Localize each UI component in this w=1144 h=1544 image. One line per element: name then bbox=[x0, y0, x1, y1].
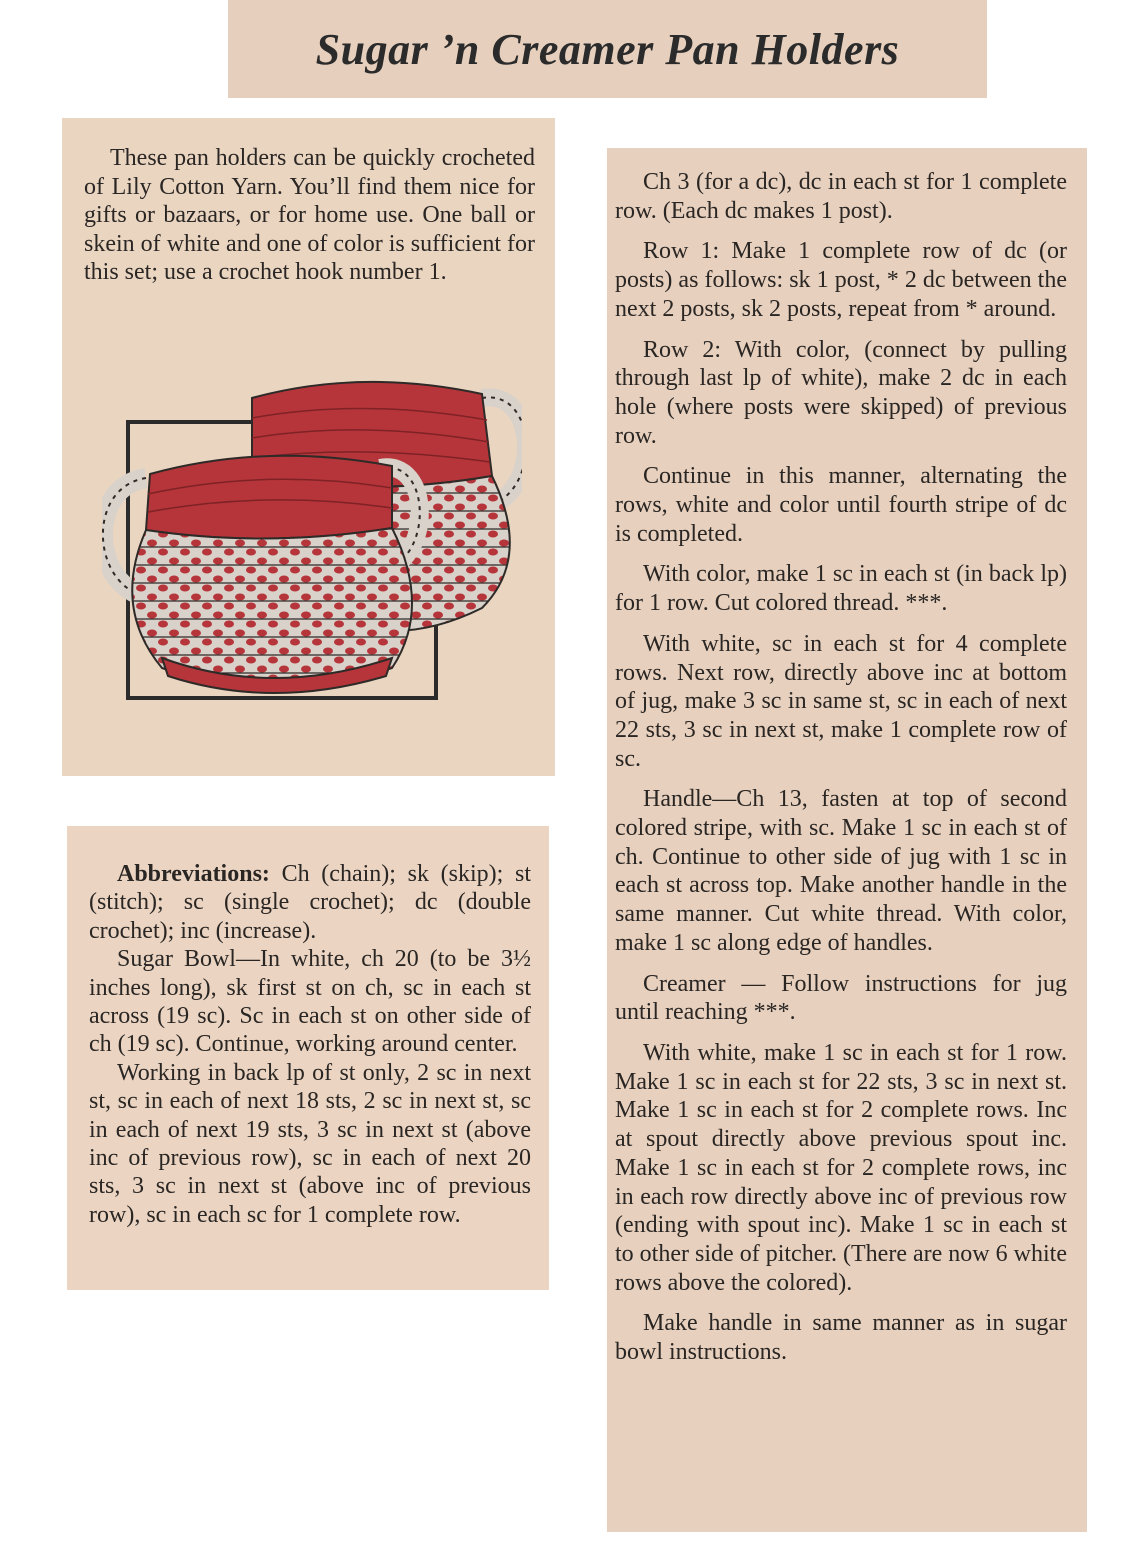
instruction-paragraph: With white, sc in each st for 4 complete rows. Next row, directly above inc at bottom of jug, make 3 sc in same st, sc in each of next 22 sts, 3 sc in next st, make 1 complete row of sc. bbox=[615, 630, 1067, 772]
instruction-paragraph: Make handle in same manner as in sugar bowl instructions. bbox=[615, 1310, 1067, 1366]
sugar-bowl-paragraph-1: Sugar Bowl—In white, ch 20 (to be 3½ inches long), sk first st on ch, sc in each st across (19 sc). Sc in each st on other side of ch (19 sc). Continue, working around center. bbox=[89, 946, 531, 1058]
sugar-bowl bbox=[103, 456, 420, 693]
intro-clipping bbox=[62, 118, 555, 776]
abbreviations-paragraph bbox=[89, 860, 531, 945]
abbreviations-clipping bbox=[67, 826, 549, 1290]
instruction-paragraph: Continue in this manner, alternating the rows, white and color until fourth stripe of dc is completed. bbox=[615, 463, 1067, 547]
sugar-creamer-illustration bbox=[102, 358, 522, 718]
instruction-paragraph: Row 2: With color, (connect by pulling through last lp of white), make 2 dc in each hole (where posts were skipped) of previous row. bbox=[615, 336, 1067, 449]
intro-paragraph: These pan holders can be quickly crocheted of Lily Cotton Yarn. You’ll find them nice for gifts or bazaars, or for home use. One ball or skein of white and one of color is sufficient for this set; use a crochet hook number 1. bbox=[84, 145, 535, 285]
sugar-bowl-paragraph-2: Working in back lp of st only, 2 sc in next st, sc in each of next 18 sts, 2 sc in next st, sc in each of next 19 sts, 3 sc in next st (above inc of previous row), sc in each of next 20 sts, 3 sc in next st (above inc of previous row), sc in each sc for 1 complete row. bbox=[89, 1059, 531, 1228]
instruction-paragraph: Creamer — Follow instructions for jug until reaching ***. bbox=[615, 970, 1067, 1026]
instruction-paragraph: Row 1: Make 1 complete row of dc (or posts) as follows: sk 1 post, * 2 dc between the next 2 posts, sk 2 posts, repeat from * around. bbox=[615, 238, 1067, 322]
instruction-paragraph: With white, make 1 sc in each st for 1 row. Make 1 sc in each st for 22 sts, 3 sc in next st. Make 1 sc in each st for 2 complete rows. Inc at spout directly above previous spout inc. Make 1 sc in each st for 2 complete rows, inc in each row directly above inc of previous row (ending with spout inc). Make 1 sc in each st to other side of pitcher. (There are now 6 white rows above the colored). bbox=[615, 1039, 1067, 1296]
instruction-paragraph: With color, make 1 sc in each st (in back lp) for 1 row. Cut colored thread. ***. bbox=[615, 561, 1067, 617]
title-clipping bbox=[228, 0, 987, 98]
instruction-paragraph: Handle—Ch 13, fasten at top of second colored stripe, with sc. Make 1 sc in each st of ch. Continue to other side of jug with 1 sc in each st across top. Make another handle in the same manner. Cut white thread. With color, make 1 sc along edge of handles. bbox=[615, 786, 1067, 956]
abbreviations-text: Ch (chain); sk (skip); st (stitch); sc (single crochet); dc (double crochet); inc (increase). bbox=[89, 861, 532, 944]
instructions-clipping bbox=[607, 148, 1087, 1532]
instruction-paragraph: Ch 3 (for a dc), dc in each st for 1 complete row. (Each dc makes 1 post). bbox=[615, 169, 1067, 224]
abbreviations-heading: Abbreviations: bbox=[117, 861, 270, 887]
page-title: Sugar ’n Creamer Pan Holders bbox=[315, 24, 900, 74]
